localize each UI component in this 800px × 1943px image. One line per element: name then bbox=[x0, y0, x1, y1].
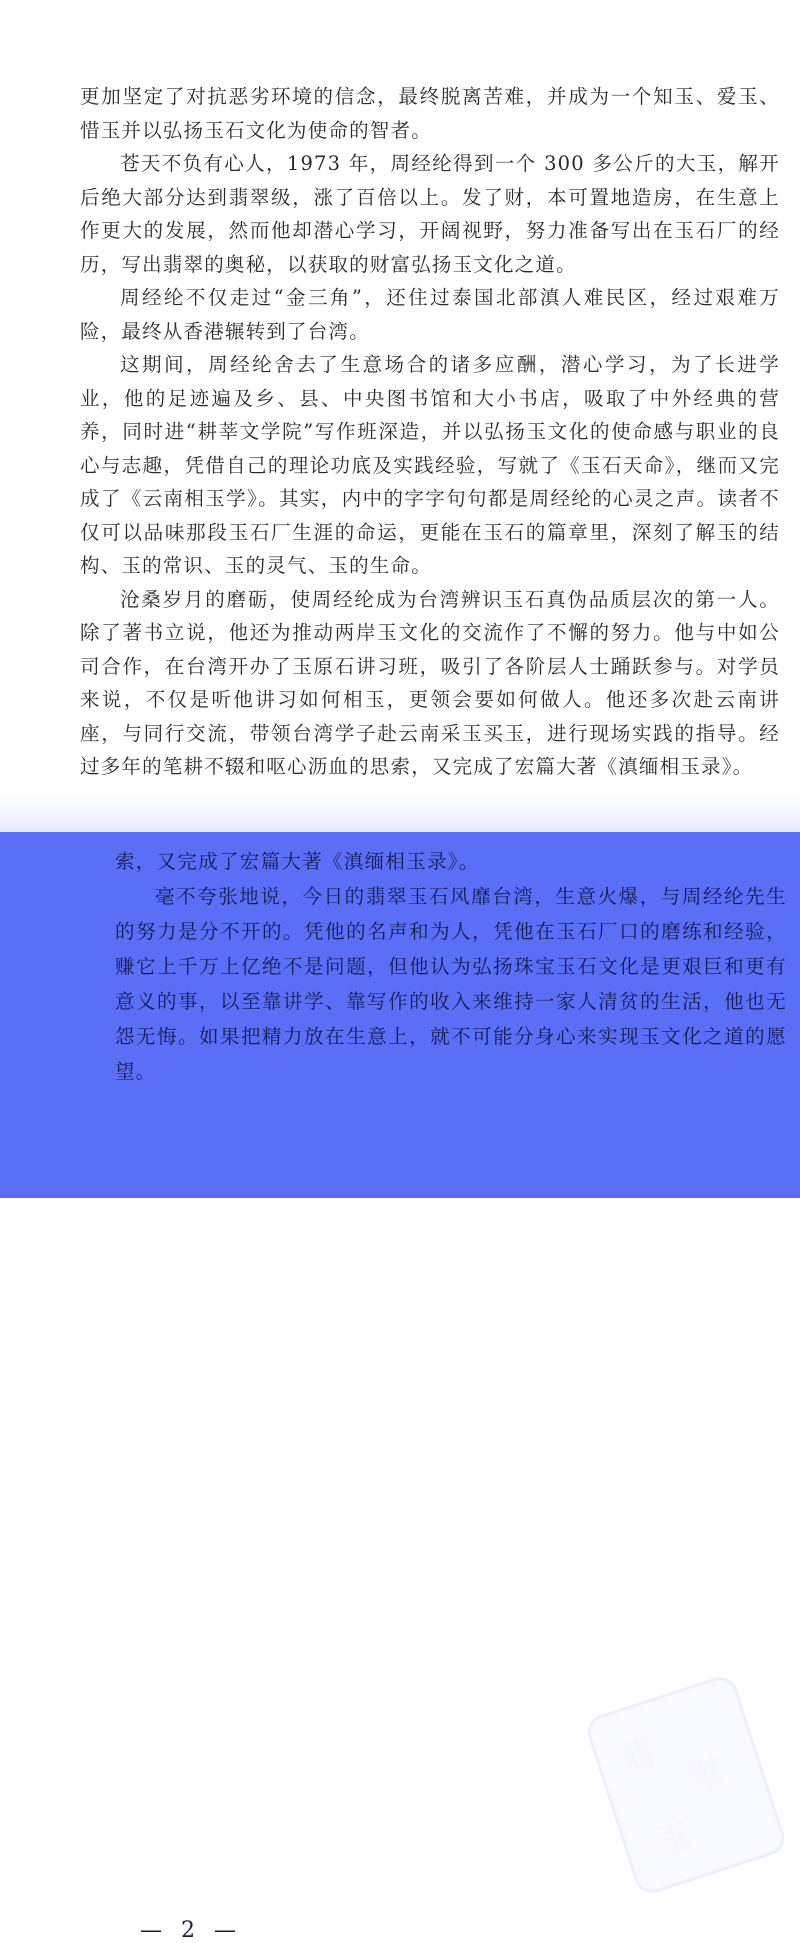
page-number: — 2 — bbox=[140, 1918, 242, 1943]
overlay-band bbox=[0, 832, 800, 1943]
band-text bbox=[115, 844, 787, 1089]
body-text bbox=[80, 80, 780, 784]
paragraph-jade-1973: 苍天不负有心人，1973 年，周经纶得到一个 300 多公斤的大玉，解开后绝大部分达到翡翠级，涨了百倍以上。发了财，本可置地造房，在生意上作更大的发展，然而他却潜心学习，开阔视野，努力准备写出在玉石厂的经历，写出翡翠的奥秘，以获取的财富弘扬玉文化之道。 bbox=[80, 152, 780, 276]
paragraph-jade-popularity: 毫不夸张地说，今日的翡翠玉石风靡台湾，生意火爆，与周经纶先生的努力是分不开的。凭他的名声和为人，凭他在玉石厂口的磨练和经验，赚它上千万上亿绝不是问题，但他认为弘扬珠宝玉石文化是更艰巨和更有意义的事，以至靠讲学、靠写作的收入来维持一家人清贫的生活，他也无怨无悔。如果把精力放在生意上，就不可能分身心来实现玉文化之道的愿望。 bbox=[115, 885, 787, 1083]
paragraph-first-in-taiwan: 沧桑岁月的磨砺，使周经纶成为台湾辨识玉石真伪品质层次的第一人。除了著书立说，他还为推动两岸玉文化的交流作了不懈的努力。他与中如公司合作，在台湾开办了玉原石讲习班，吸引了各阶层人士踊跃参与。对学员来说，不仅是听他讲习如何相玉，更领会要如何做人。他还多次赴云南讲座，与同行交流，带领台湾学子赴云南采玉买玉，进行现场实践的指导。经过多年的笔耕不辍和呕心沥血的思索，又完成了宏篇大著《滇缅相玉录》。 bbox=[80, 587, 780, 778]
paragraph-continuation: 更加坚定了对抗恶劣环境的信念，最终脱离苦难，并成为一个知玉、爱玉、惜玉并以弘扬玉石文化为使命的智者。 bbox=[80, 85, 780, 142]
paragraph-study-period: 这期间，周经纶舍去了生意场合的诸多应酬，潜心学习，为了长进学业，他的足迹遍及乡、县、中央图书馆和大小书店，吸取了中外经典的营养，同时进“耕莘文学院”写作班深造，并以弘扬玉文化的使命感与职业的良心与志趣，凭借自己的理论功底及实践经验，写就了《玉石天命》，继而又完成了《云南相玉学》。其实，内中的字字句句都是周经纶的心灵之声。读者不仅可以品味那段玉石厂生涯的命运，更能在玉石的篇章里，深刻了解玉的结构、玉的常识、玉的灵气、玉的生命。 bbox=[80, 353, 780, 577]
stamp-seal-icon: 翡 翠 玉 bbox=[583, 1672, 789, 1897]
band-lead-line: 索，又完成了宏篇大著《滇缅相玉录》。 bbox=[115, 850, 480, 873]
paragraph-golden-triangle: 周经纶不仅走过“金三角”，还住过泰国北部滇人难民区，经过艰难万险，最终从香港辗转到了台湾。 bbox=[80, 286, 780, 343]
overlay-band-fade bbox=[0, 795, 800, 835]
